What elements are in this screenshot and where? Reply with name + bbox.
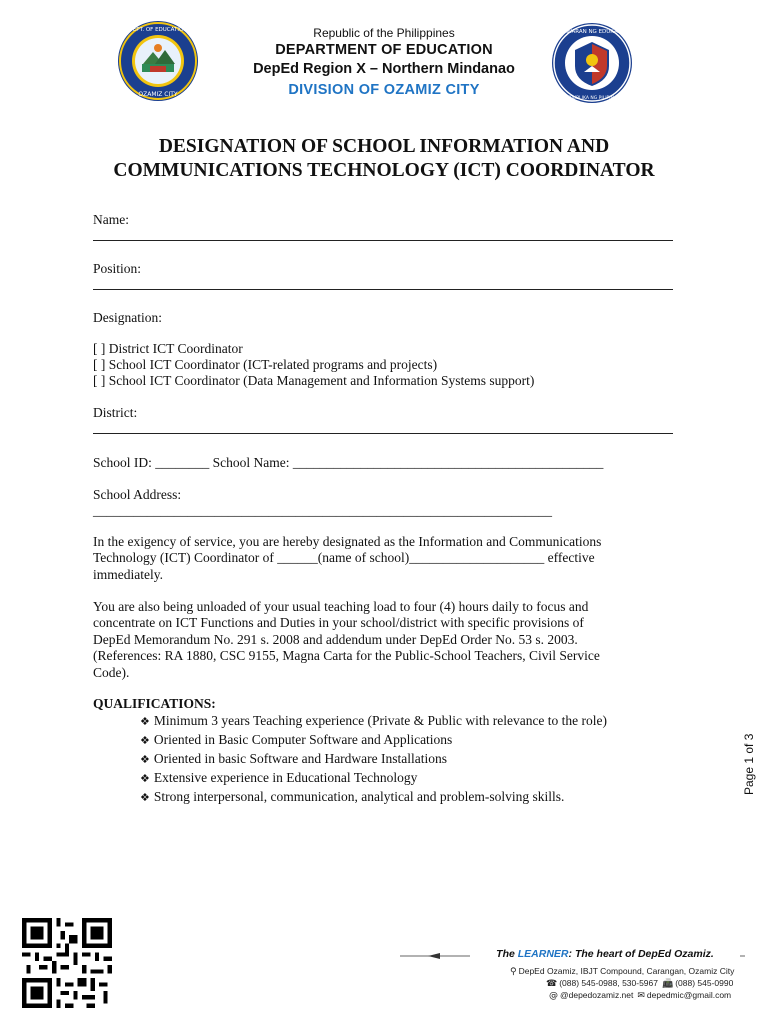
header-department: DEPARTMENT OF EDUCATION [275,42,493,58]
qualification-item: ❖ Minimum 3 years Teaching experience (Private & Public with relevance to the role) [140,713,608,728]
qualification-item: ❖ Oriented in basic Software and Hardware Installations [140,751,448,766]
page-number: Page 1 of 3 [742,733,756,795]
paragraph-line: You are also being unloaded of your usual teaching load to four (4) hours daily to focus and [93,599,589,614]
paragraph-line: In the exigency of service, you are hereby designated as the Information and Communications [93,534,602,549]
diamond-bullet-icon: ❖ [140,791,150,804]
footer-tagline: The LEARNER: The heart of DepEd Ozamiz. [470,948,740,960]
document-title-line-2: COMMUNICATIONS TECHNOLOGY (ICT) COORDINATOR [113,160,655,181]
district-label: District: [93,405,138,420]
svg-text:OZAMIZ CITY: OZAMIZ CITY [138,91,178,98]
school-address-line[interactable]: ____________________________________________________________________ [93,503,552,518]
school-address-label: School Address: [93,487,182,502]
district-field-line[interactable] [93,433,673,434]
qr-code-icon [22,918,112,1008]
diamond-bullet-icon: ❖ [140,772,150,785]
svg-text:DEPT. OF EDUCATION: DEPT. OF EDUCATION [128,27,188,33]
tagline-highlight: LEARNER [517,948,569,960]
position-field-line[interactable] [93,289,673,290]
designation-option-school-data[interactable]: [ ] School ICT Coordinator (Data Management and Information Systems support) [93,373,535,388]
paragraph-line: concentrate on ICT Functions and Duties in your school/district with specific provisions of [93,615,584,631]
header-region: DepEd Region X – Northern Mindanao [253,61,515,77]
paragraph-line: immediately. [93,566,163,582]
document-title-line-1: DESIGNATION OF SCHOOL INFORMATION AND [158,136,610,157]
qualification-item: ❖ Oriented in Basic Computer Software and Applications [140,732,453,747]
email-icon: ✉ [637,991,645,1001]
fax-icon: 📠 [662,979,674,989]
header-republic: Republic of the Philippines [313,26,455,40]
name-label: Name: [93,212,129,227]
paragraph-line: (References: RA 1880, CSC 9155, Magna Carta for the Public-School Teachers, Civil Service [93,648,600,664]
footer-phones: ☎ (088) 545-0988, 530-5967 📠 (088) 545-0990 [546,978,734,989]
designation-option-school-programs[interactable]: [ ] School ICT Coordinator (ICT-related programs and projects) [93,357,438,372]
diamond-bullet-icon: ❖ [140,753,150,766]
header-division: DIVISION OF OZAMIZ CITY [288,82,480,98]
location-pin-icon: ⚲ [510,967,517,977]
qualification-item: ❖ Extensive experience in Educational Technology [140,770,418,785]
paragraph-line: Technology (ICT) Coordinator of ______(name of school)____________________ effective [93,550,595,566]
paragraph-line: Code). [93,664,130,680]
designation-paragraph [93,534,673,583]
paragraph-line: DepEd Memorandum No. 291 s. 2008 and addendum under DepEd Order No. 53 s. 2003. [93,631,578,647]
qualification-item: ❖ Strong interpersonal, communication, analytical and problem-solving skills. [140,789,565,804]
designation-label: Designation: [93,310,162,325]
diamond-bullet-icon: ❖ [140,734,150,747]
social-icon: @ [549,991,558,1001]
unloading-paragraph [93,599,673,681]
diamond-bullet-icon: ❖ [140,715,150,728]
svg-text:REPUBLIKA NG PILIPINAS: REPUBLIKA NG PILIPINAS [564,96,620,101]
phone-icon: ☎ [546,979,558,989]
footer-contacts: @ @depedozamiz.net ✉ depedmic@gmail.com [549,990,732,1001]
designation-option-district[interactable]: [ ] District ICT Coordinator [93,341,243,356]
footer-address: ⚲ DepEd Ozamiz, IBJT Compound, Carangan, Ozamiz City [510,966,735,977]
qualifications-heading: QUALIFICATIONS: [93,696,216,711]
position-label: Position: [93,261,142,276]
name-field-line[interactable] [93,240,673,241]
school-id-name-line[interactable]: School ID: ________ School Name: ______________________________________________ [93,455,604,470]
svg-text:KAGAWARAN NG EDUKASYON: KAGAWARAN NG EDUKASYON [551,29,633,35]
